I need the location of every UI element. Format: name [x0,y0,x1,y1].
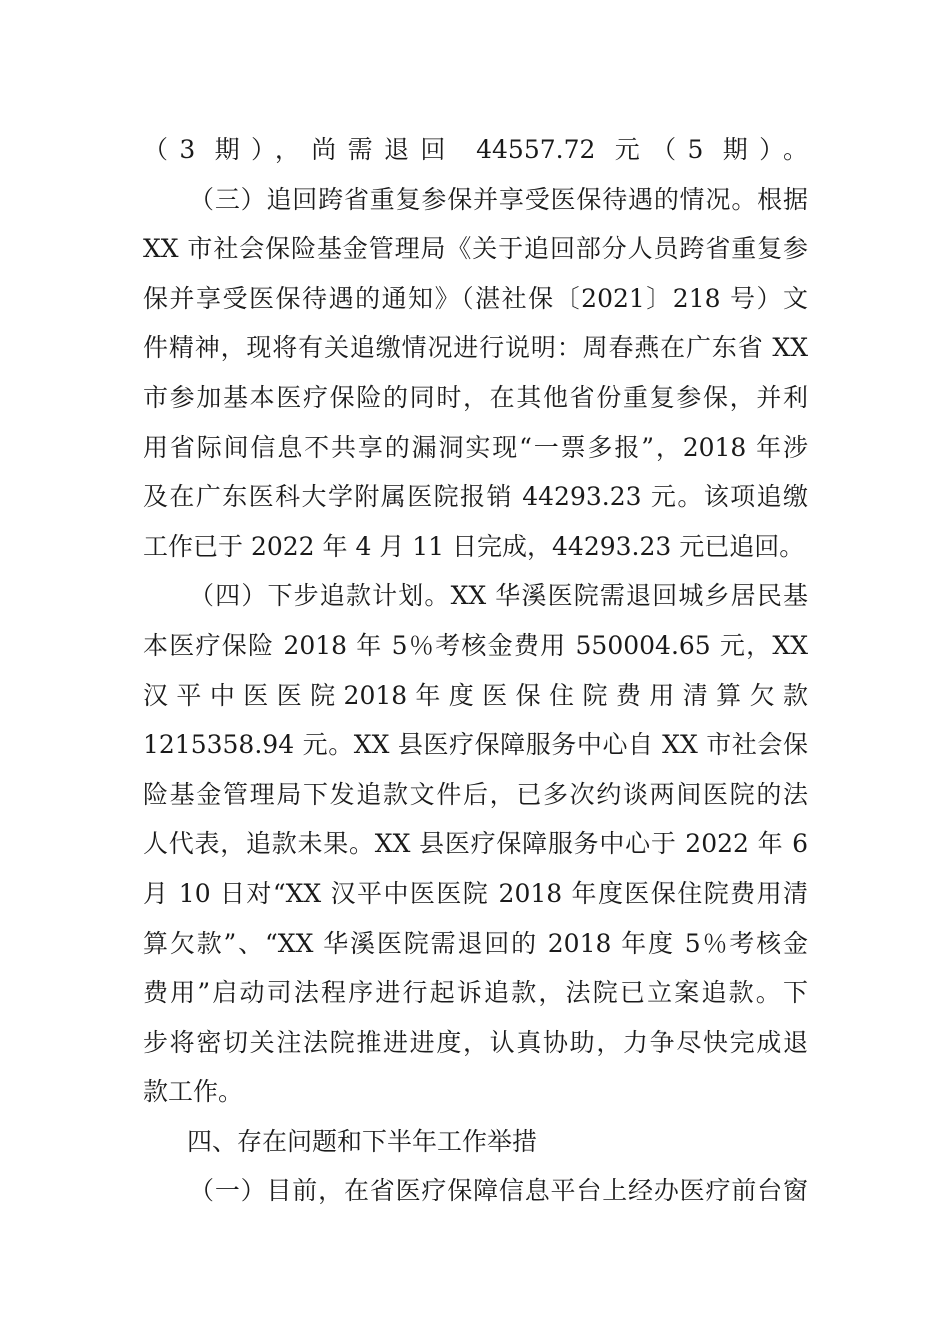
text-line-5: 件精神，现将有关追缴情况进行说明：周春燕在广东省 XX [143,333,808,363]
text-line-11: 本医疗保险 2018 年 5％考核金费用 550004.65 元，XX [143,630,808,660]
text-line-13: 1215358.94 元。XX 县医疗保障服务中心自 XX 市社会保 [143,730,808,760]
text-line-19: 步将密切关注法院推进进度，认真协助，力争尽快完成退 [143,1027,808,1057]
text-line-7: 用省际间信息不共享的漏洞实现“一票多报”，2018 年涉 [143,432,808,462]
text-line-12: 汉 平 中 医 医 院 2018 年 度 医 保 住 院 费 用 清 算 欠 款 [143,680,808,710]
paragraph-four-start: （四）下步追款计划。XX 华溪医院需退回城乡居民基 [189,581,808,611]
text-line-20: 款工作。 [143,1077,244,1107]
text-line-4: 保并享受医保待遇的通知》（湛社保〔2021〕218 号）文 [143,283,808,313]
text-line-3: XX 市社会保险基金管理局《关于追回部分人员跨省重复参 [143,234,808,264]
text-line-9: 工作已于 2022 年 4 月 11 日完成，44293.23 元已追回。 [143,531,805,561]
text-line-14: 险基金管理局下发追款文件后，已多次约谈两间医院的法 [143,779,808,809]
paragraph-three-start: （三）追回跨省重复参保并享受医保待遇的情况。根据 [189,184,808,214]
text-line-15: 人代表，追款未果。XX 县医疗保障服务中心于 2022 年 6 [143,829,808,859]
text-line-8: 及在广东医科大学附属医院报销 44293.23 元。该项追缴 [143,482,808,512]
text-line-18: 费用”启动司法程序进行起诉追款，法院已立案追款。下 [143,978,808,1008]
section-heading: 四、存在问题和下半年工作举措 [187,1126,538,1156]
text-line-1: （3 期），尚需退回 44557.72 元（5 期）。 [143,135,808,164]
paragraph-problems-start: （一）目前，在省医疗保障信息平台上经办医疗前台窗 [189,1176,808,1206]
text-line-16: 月 10 日对“XX 汉平中医医院 2018 年度医保住院费用清 [143,878,808,908]
document-body [143,125,808,1216]
text-line-6: 市参加基本医疗保险的同时，在其他省份重复参保，并利 [143,382,808,412]
text-line-17: 算欠款”、“XX 华溪医院需退回的 2018 年度 5％考核金 [143,928,808,958]
